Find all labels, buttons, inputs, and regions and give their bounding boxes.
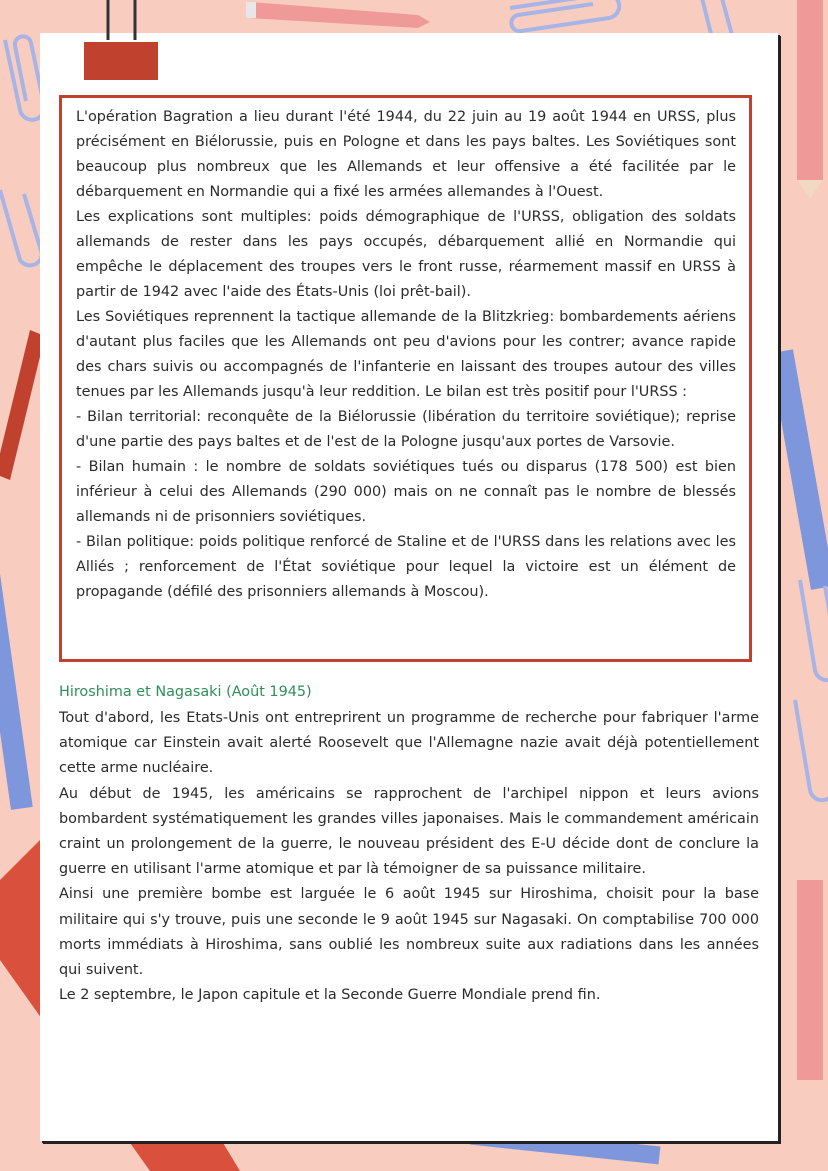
paperclip-icon	[5, 36, 44, 119]
pencil-icon	[246, 2, 430, 28]
pencil-icon	[797, 880, 823, 1080]
paragraph-bilan-politique: - Bilan politique: poids politique renforcé de Staline et de l'URSS dans les relations avec les Alliés ; renforcement de l'État soviétique pour lequel la victoire est un élément de propagande (défilé des prisonniers allemands à Moscou).	[76, 534, 736, 600]
hiroshima-section	[59, 680, 759, 1008]
paragraph-debut-1945: Au début de 1945, les américains se rapprochent de l'archipel nippon et leurs avions bombardent systématiquement les grandes villes japonaises. Mais le commandement américain craint un prolongement de la guerre, le nouveau président des E-U décide dont de conclure la guerre en utilisant l'arme atomique et par là témoigner de sa puissance militaire.	[59, 785, 759, 878]
section-heading: Hiroshima et Nagasaki (Août 1945)	[59, 684, 312, 700]
paperclip-icon	[510, 0, 619, 31]
pen-icon	[769, 349, 828, 590]
paragraph-programme: Tout d'abord, les Etats-Unis ont entreprirent un programme de recherche pour fabriquer l'arme atomique car Einstein avait alerté Roosevelt que l'Allemagne nazie avait déjà potentiellement cette arme nucléaire.	[59, 710, 759, 777]
paperclip-icon	[800, 580, 828, 680]
paragraph-bilan-humain: - Bilan humain : le nombre de soldats soviétiques tués ou disparus (178 500) est bien inférieur à celui des Allemands (290 000) mais on ne connaît pas le nombre de blessés allemands ni de prisonniers soviétiques.	[76, 459, 736, 525]
pen-icon	[0, 520, 33, 810]
paperclip-icon	[0, 190, 42, 265]
binder-clip-icon	[80, 0, 170, 90]
paragraph-capitulation: Le 2 septembre, le Japon capitule et la Seconde Guerre Mondiale prend fin.	[59, 987, 601, 1004]
paragraph-explications: Les explications sont multiples: poids démographique de l'URSS, obligation des soldats allemands de rester dans les pays occupés, débarquement allié en Normandie qui empêche le déplacement des troupes vers le front russe, réarmement massif en URSS à partir de 1942 avec l'aide des États-Unis (loi prêt-bail).	[76, 209, 736, 300]
paragraph-bilan-territorial: - Bilan territorial: reconquête de la Biélorussie (libération du territoire soviétique); reprise d'une partie des pays baltes et de l'est de la Pologne jusqu'aux portes de Varsovie.	[76, 409, 736, 450]
paragraph-bagration: L'opération Bagration a lieu durant l'été 1944, du 22 juin au 19 août 1944 en URSS, plus précisément en Biélorussie, puis en Pologne et dans les pays baltes. Les Soviétiques sont beaucoup plus nombreux que les Allemands et leur offensive a été facilitée par le débarquement en Normandie qui a fixé les armées allemandes à l'Ouest.	[76, 109, 736, 200]
paragraph-tactique: Les Soviétiques reprennent la tactique allemande de la Blitzkrieg: bombardements aériens d'autant plus faciles que les Allemands ont peu d'avions pour les contrer; avance rapide des chars suivis ou accompagnés de l'infanterie en laissant des troupes autour des villes tenues par les Allemands jusqu'à leur reddition. Le bilan est très positif pour l'URSS :	[76, 309, 736, 400]
paperclip-icon	[795, 700, 828, 800]
summary-box	[59, 95, 752, 662]
pencil-icon	[0, 330, 45, 480]
pencil-icon	[797, 0, 823, 198]
paragraph-bombes: Ainsi une première bombe est larguée le 6 août 1945 sur Hiroshima, choisit pour la base militaire qui s'y trouve, puis une seconde le 9 août 1945 sur Nagasaki. On comptabilise 700 000 morts immédiats à Hiroshima, sans oublié les nombreux suite aux radiations dans les années qui suivent.	[59, 886, 759, 979]
